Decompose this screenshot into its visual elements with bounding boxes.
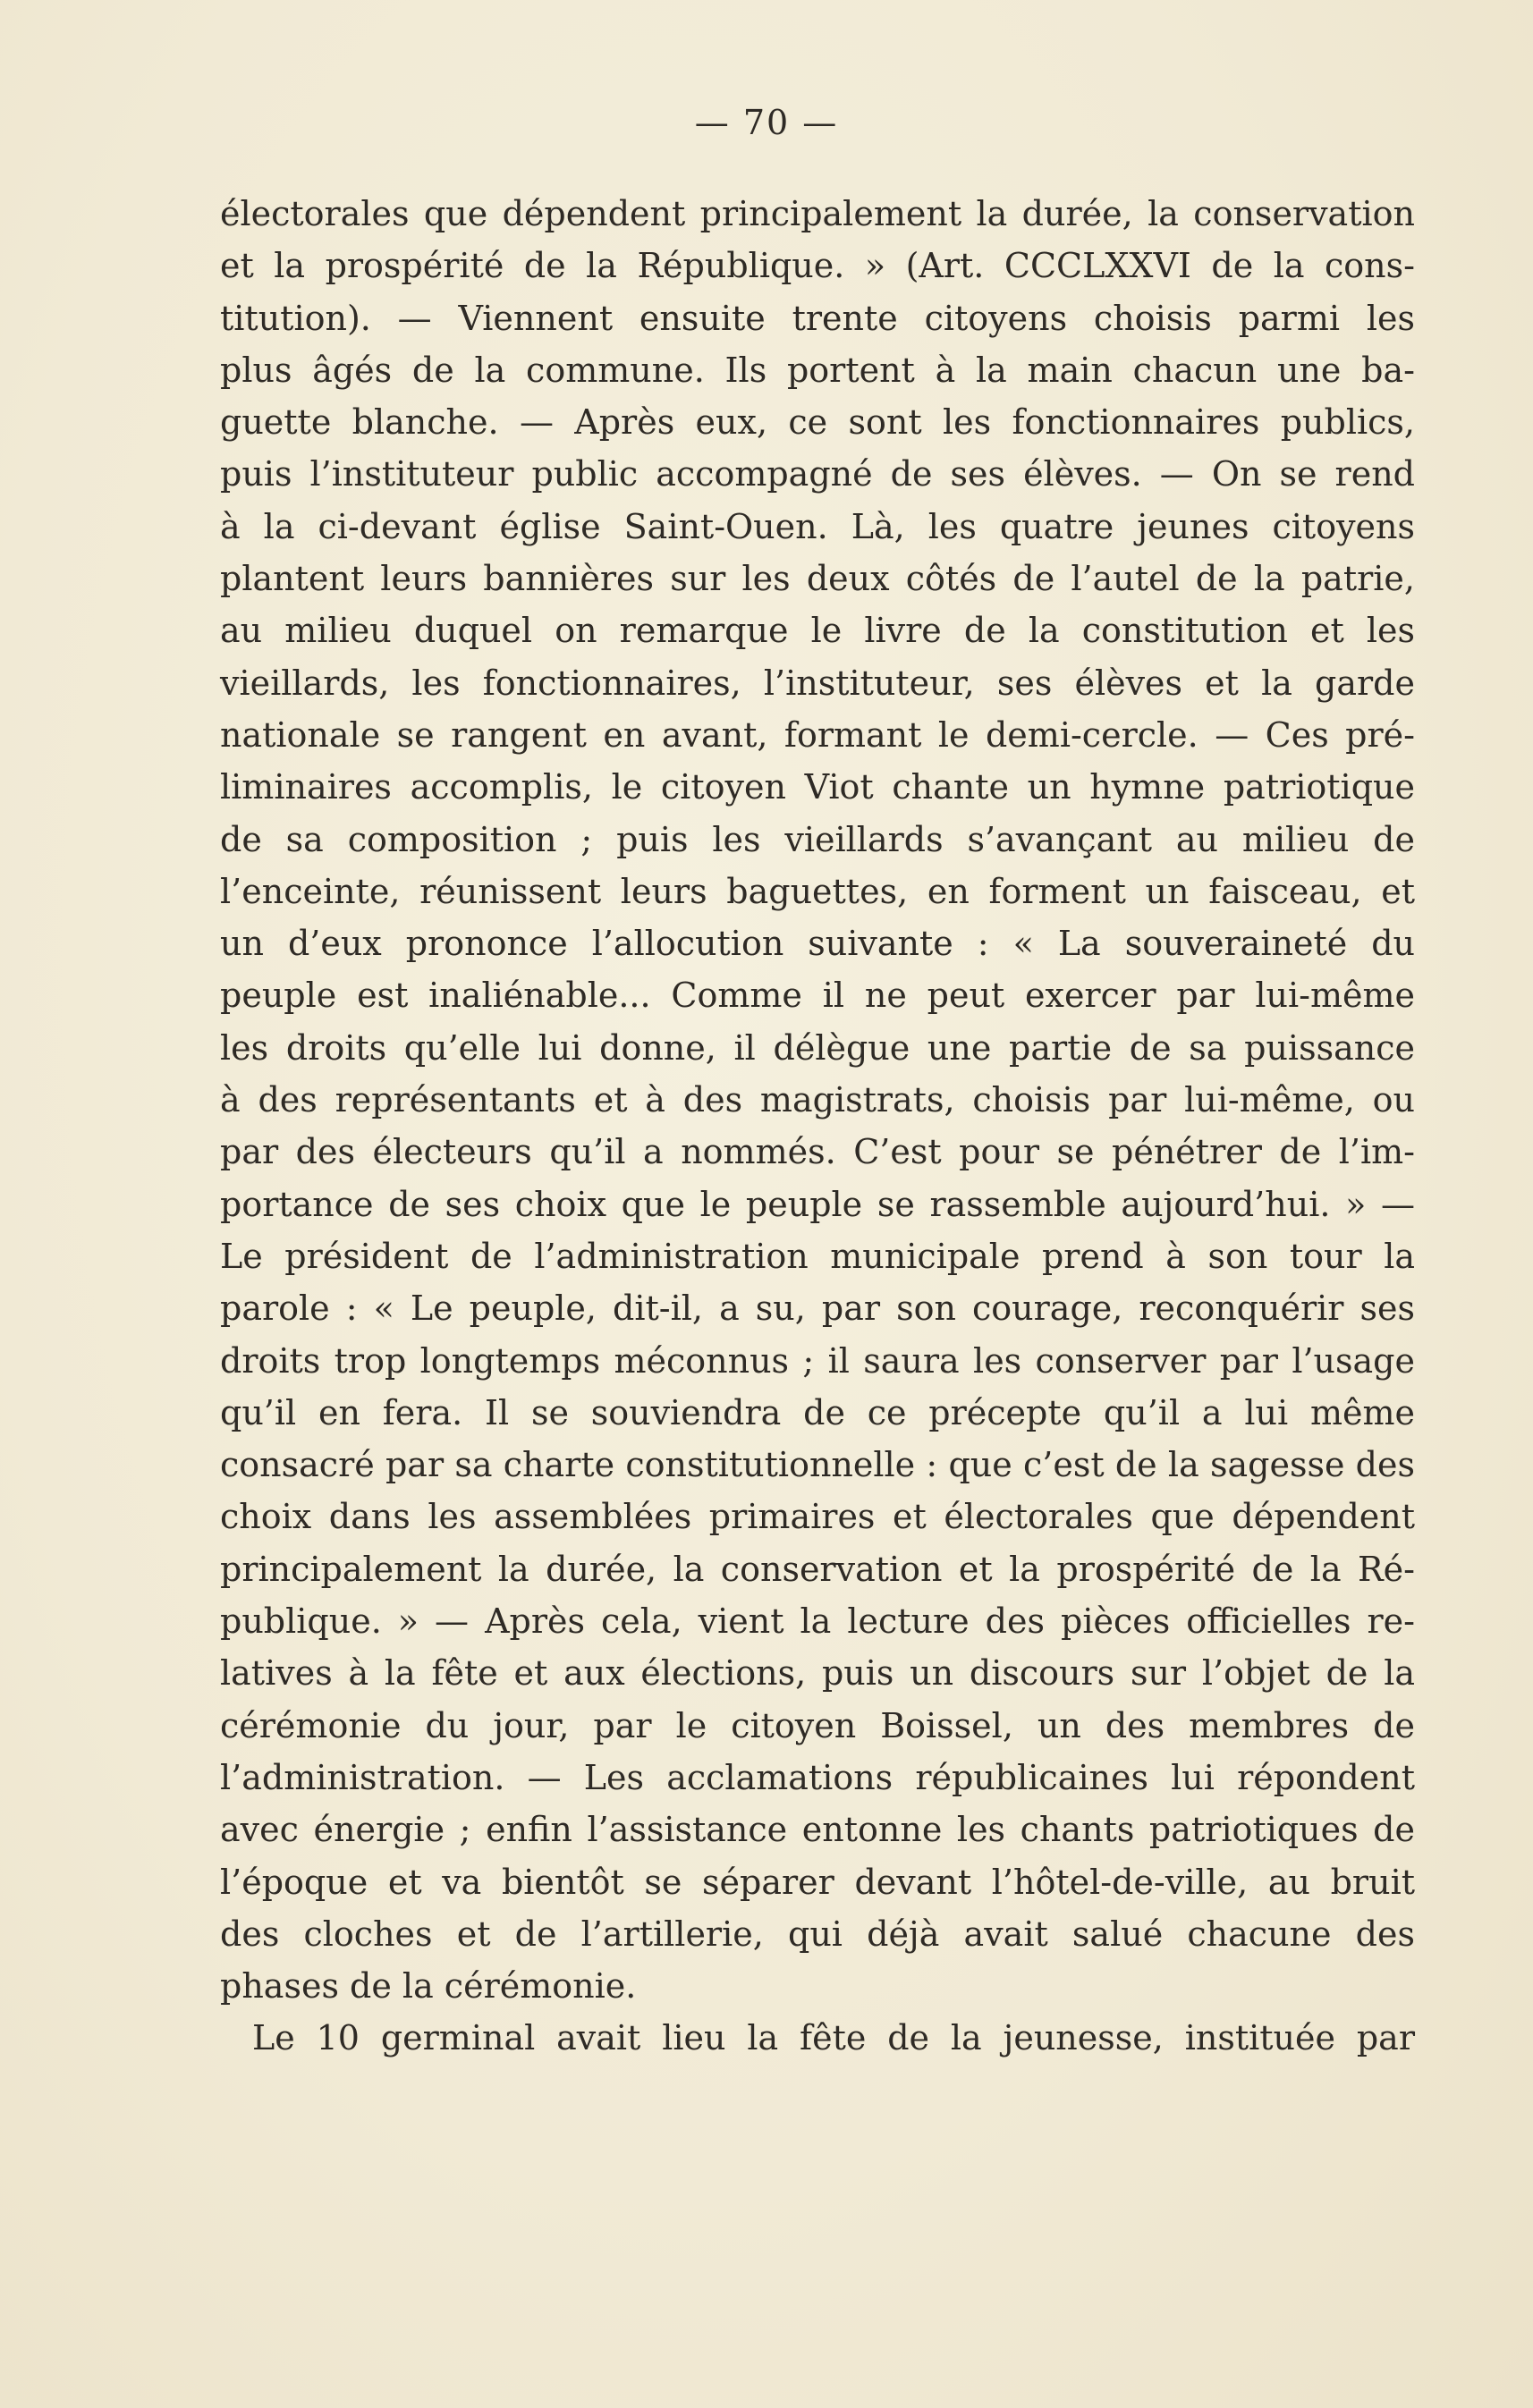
text-line: au milieu duquel on remarque le livre de la constitution et les bbox=[220, 611, 1415, 651]
text-line: portance de ses choix que le peuple se rassemble aujourd’hui. » — bbox=[220, 1184, 1415, 1224]
text-line: qu’il en fera. Il se souviendra de ce précepte qu’il a lui même bbox=[220, 1392, 1415, 1432]
body-text bbox=[220, 188, 1415, 2065]
text-line: l’enceinte, réunissent leurs baguettes, en forment un faisceau, et bbox=[220, 871, 1415, 911]
text-line: avec énergie ; enfin l’assistance entonne les chants patriotiques de bbox=[220, 1810, 1415, 1850]
text-line: peuple est inaliénable... Comme il ne peut exercer par lui-même bbox=[220, 976, 1415, 1016]
text-line: l’époque et va bientôt se séparer devant l’hôtel-de-ville, au bruit bbox=[220, 1862, 1415, 1902]
text-line: plantent leurs bannières sur les deux côtés de l’autel de la patrie, bbox=[220, 559, 1415, 599]
text-line: nationale se rangent en avant, formant le demi-cercle. — Ces pré- bbox=[220, 714, 1415, 755]
text-line: titution). — Viennent ensuite trente citoyens choisis parmi les bbox=[220, 298, 1415, 338]
text-line: des cloches et de l’artillerie, qui déjà avait salué chacune des bbox=[220, 1914, 1415, 1954]
text-line: un d’eux prononce l’allocution suivante : « La souveraineté du bbox=[220, 924, 1415, 964]
text-line: les droits qu’elle lui donne, il délègue une partie de sa puissance bbox=[220, 1027, 1415, 1068]
text-line: Le 10 germinal avait lieu la fête de la jeunesse, instituée par bbox=[252, 2018, 1415, 2058]
text-line: à la ci-devant église Saint-Ouen. Là, les quatre jeunes citoyens bbox=[220, 506, 1415, 546]
text-line: plus âgés de la commune. Ils portent à la main chacun une ba- bbox=[220, 350, 1415, 390]
text-line: vieillards, les fonctionnaires, l’instituteur, ses élèves et la garde bbox=[220, 663, 1415, 703]
text-line: l’administration. — Les acclamations républicaines lui répondent bbox=[220, 1757, 1415, 1797]
text-line: de sa composition ; puis les vieillards s’avançant au milieu de bbox=[220, 819, 1415, 859]
page-number: — 70 — bbox=[694, 103, 839, 142]
text-line: principalement la durée, la conservation et la prospérité de la Ré- bbox=[220, 1549, 1415, 1589]
text-line: par des électeurs qu’il a nommés. C’est pour se pénétrer de l’im- bbox=[220, 1132, 1415, 1172]
text-line: droits trop longtemps méconnus ; il saura les conserver par l’usage bbox=[220, 1340, 1415, 1381]
text-line: Le président de l’administration municipale prend à son tour la bbox=[220, 1236, 1415, 1276]
text-line: publique. » — Après cela, vient la lecture des pièces officielles re- bbox=[220, 1601, 1415, 1642]
text-line: à des représentants et à des magistrats, choisis par lui-même, ou bbox=[220, 1080, 1415, 1120]
text-line: puis l’instituteur public accompagné de ses élèves. — On se rend bbox=[220, 454, 1415, 494]
text-line: choix dans les assemblées primaires et électorales que dépendent bbox=[220, 1497, 1415, 1537]
text-line: cérémonie du jour, par le citoyen Boissel, un des membres de bbox=[220, 1705, 1415, 1745]
text-line: guette blanche. — Après eux, ce sont les fonctionnaires publics, bbox=[220, 402, 1415, 443]
text-line: phases de la cérémonie. bbox=[220, 1966, 637, 2007]
text-line: électorales que dépendent principalement la durée, la conservation bbox=[220, 194, 1415, 233]
text-line: et la prospérité de la République. » (Art. CCCLXXVI de la cons- bbox=[220, 246, 1415, 286]
text-line: latives à la fête et aux élections, puis un discours sur l’objet de la bbox=[220, 1653, 1415, 1694]
text-line: consacré par sa charte constitutionnelle : que c’est de la sagesse des bbox=[220, 1445, 1415, 1485]
text-line: liminaires accomplis, le citoyen Viot chante un hymne patriotique bbox=[220, 767, 1415, 807]
text-line: parole : « Le peuple, dit-il, a su, par son courage, reconquérir ses bbox=[220, 1288, 1415, 1329]
